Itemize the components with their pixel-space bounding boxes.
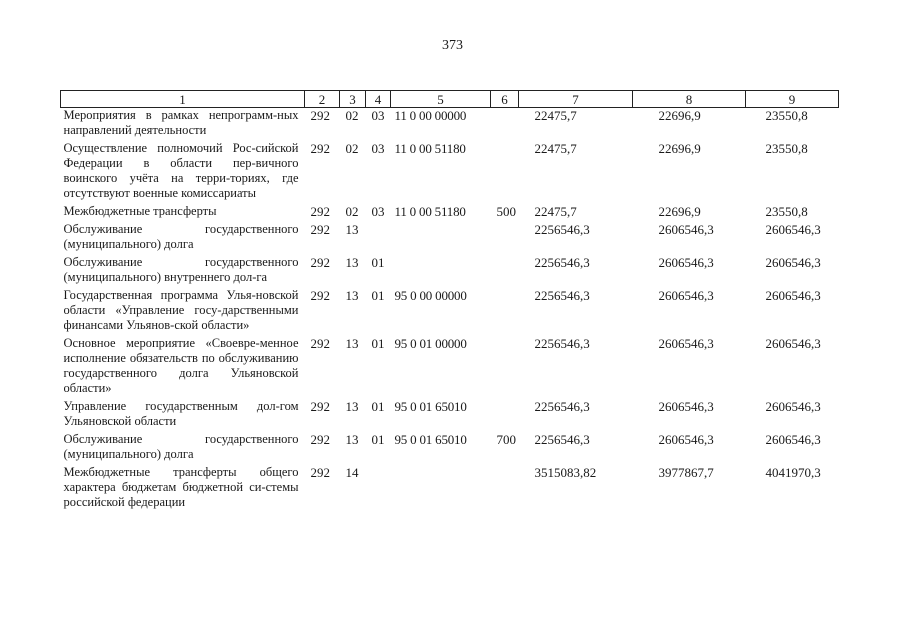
subsection-code: 03 bbox=[371, 108, 385, 123]
target-article-code: 95 0 01 00000 bbox=[394, 336, 467, 351]
table-row bbox=[61, 432, 839, 465]
row-name: Межбюджетные трансферты bbox=[63, 204, 217, 218]
target-article-code: 11 0 00 51180 bbox=[394, 204, 466, 219]
page-number: 373 bbox=[442, 38, 463, 53]
section-code: 02 bbox=[345, 204, 359, 219]
target-article-code: 11 0 00 51180 bbox=[394, 141, 466, 156]
amount-col8: 2606546,3 bbox=[658, 399, 714, 414]
row-name: Основное мероприятие «Своевре-менное исполнение обязательств по обслуживанию государственного долга Ульяновской области» bbox=[63, 336, 299, 395]
subsection-code: 03 bbox=[371, 141, 385, 156]
amount-col7: 2256546,3 bbox=[534, 255, 590, 270]
target-article-code: 95 0 00 00000 bbox=[394, 288, 467, 303]
table-row bbox=[61, 141, 839, 204]
table-row bbox=[61, 255, 839, 288]
column-header: 3 bbox=[340, 91, 366, 108]
table-row bbox=[61, 108, 839, 142]
amount-col8: 2606546,3 bbox=[658, 288, 714, 303]
target-article-code bbox=[391, 222, 491, 255]
column-header: 5 bbox=[391, 91, 491, 108]
section-code: 13 bbox=[345, 432, 359, 447]
amount-col9: 23550,8 bbox=[765, 108, 808, 123]
table-row bbox=[61, 222, 839, 255]
target-article-code bbox=[391, 465, 491, 513]
grbs-code: 292 bbox=[310, 288, 330, 303]
column-header: 2 bbox=[305, 91, 340, 108]
table-row bbox=[61, 465, 839, 513]
amount-col8: 22696,9 bbox=[658, 204, 701, 219]
amount-col9: 2606546,3 bbox=[765, 222, 821, 237]
grbs-code: 292 bbox=[310, 336, 330, 351]
column-header: 9 bbox=[746, 91, 839, 108]
subsection-code bbox=[366, 465, 391, 513]
expense-type-code: 700 bbox=[496, 432, 516, 447]
expense-type-code: 500 bbox=[496, 204, 516, 219]
section-code: 14 bbox=[345, 465, 359, 480]
amount-col7: 22475,7 bbox=[534, 204, 577, 219]
amount-col7: 2256546,3 bbox=[534, 432, 590, 447]
amount-col8: 2606546,3 bbox=[658, 255, 714, 270]
column-header: 6 bbox=[491, 91, 519, 108]
subsection-code: 01 bbox=[371, 255, 385, 270]
expense-type-code bbox=[491, 399, 519, 432]
subsection-code: 01 bbox=[371, 288, 385, 303]
table-row bbox=[61, 336, 839, 399]
target-article-code: 11 0 00 00000 bbox=[394, 108, 467, 123]
row-name: Межбюджетные трансферты общего характера бюджетам бюджетной си-стемы российской федерации bbox=[63, 465, 299, 509]
section-code: 02 bbox=[345, 141, 359, 156]
column-header: 8 bbox=[633, 91, 746, 108]
subsection-code bbox=[366, 222, 391, 255]
amount-col8: 3977867,7 bbox=[658, 465, 714, 480]
row-name: Обслуживание государственного (муниципального) внутреннего дол-га bbox=[63, 255, 299, 284]
amount-col9: 2606546,3 bbox=[765, 432, 821, 447]
expense-type-code bbox=[491, 141, 519, 204]
table-row bbox=[61, 399, 839, 432]
amount-col7: 3515083,82 bbox=[534, 465, 597, 480]
expense-type-code bbox=[491, 465, 519, 513]
amount-col7: 2256546,3 bbox=[534, 399, 590, 414]
amount-col8: 2606546,3 bbox=[658, 432, 714, 447]
row-name: Обслуживание государственного (муниципального) долга bbox=[63, 432, 299, 461]
table-row bbox=[61, 204, 839, 222]
grbs-code: 292 bbox=[310, 204, 330, 219]
amount-col8: 2606546,3 bbox=[658, 222, 714, 237]
table-header-row bbox=[61, 91, 839, 108]
amount-col7: 2256546,3 bbox=[534, 222, 590, 237]
amount-col7: 2256546,3 bbox=[534, 336, 590, 351]
grbs-code: 292 bbox=[310, 399, 330, 414]
grbs-code: 292 bbox=[310, 465, 330, 480]
column-header: 1 bbox=[61, 91, 305, 108]
amount-col8: 22696,9 bbox=[658, 108, 701, 123]
budget-table bbox=[60, 90, 839, 513]
target-article-code: 95 0 01 65010 bbox=[394, 399, 467, 414]
amount-col7: 22475,7 bbox=[534, 141, 577, 156]
target-article-code: 95 0 01 65010 bbox=[394, 432, 467, 447]
section-code: 13 bbox=[345, 288, 359, 303]
target-article-code bbox=[391, 255, 491, 288]
grbs-code: 292 bbox=[310, 432, 330, 447]
amount-col8: 2606546,3 bbox=[658, 336, 714, 351]
expense-type-code bbox=[491, 255, 519, 288]
row-name: Управление государственным дол-гом Ульяновской области bbox=[63, 399, 299, 428]
grbs-code: 292 bbox=[310, 108, 330, 123]
amount-col9: 2606546,3 bbox=[765, 288, 821, 303]
amount-col8: 22696,9 bbox=[658, 141, 701, 156]
row-name: Государственная программа Улья-новской области «Управление госу-дарственными финансами Ульянов-ской области» bbox=[63, 288, 299, 332]
column-header: 7 bbox=[519, 91, 633, 108]
section-code: 02 bbox=[345, 108, 359, 123]
grbs-code: 292 bbox=[310, 255, 330, 270]
section-code: 13 bbox=[345, 222, 359, 237]
grbs-code: 292 bbox=[310, 141, 330, 156]
expense-type-code bbox=[491, 288, 519, 336]
subsection-code: 01 bbox=[371, 432, 385, 447]
subsection-code: 01 bbox=[371, 399, 385, 414]
table-row bbox=[61, 288, 839, 336]
amount-col9: 4041970,3 bbox=[765, 465, 821, 480]
grbs-code: 292 bbox=[310, 222, 330, 237]
section-code: 13 bbox=[345, 255, 359, 270]
section-code: 13 bbox=[345, 399, 359, 414]
amount-col9: 2606546,3 bbox=[765, 255, 821, 270]
amount-col7: 2256546,3 bbox=[534, 288, 590, 303]
column-header: 4 bbox=[366, 91, 391, 108]
amount-col7: 22475,7 bbox=[534, 108, 577, 123]
amount-col9: 23550,8 bbox=[765, 141, 808, 156]
amount-col9: 2606546,3 bbox=[765, 336, 821, 351]
expense-type-code bbox=[491, 108, 519, 142]
subsection-code: 03 bbox=[371, 204, 385, 219]
expense-type-code bbox=[491, 336, 519, 399]
subsection-code: 01 bbox=[371, 336, 385, 351]
amount-col9: 23550,8 bbox=[765, 204, 808, 219]
row-name: Обслуживание государственного (муниципального) долга bbox=[63, 222, 299, 251]
amount-col9: 2606546,3 bbox=[765, 399, 821, 414]
section-code: 13 bbox=[345, 336, 359, 351]
row-name: Осуществление полномочий Рос-сийской Федерации в области пер-вичного воинского учёта на терри-ториях, где отсутствуют военные комиссариаты bbox=[63, 141, 299, 200]
row-name: Мероприятия в рамках непрограмм-ных направлений деятельности bbox=[63, 108, 299, 137]
expense-type-code bbox=[491, 222, 519, 255]
